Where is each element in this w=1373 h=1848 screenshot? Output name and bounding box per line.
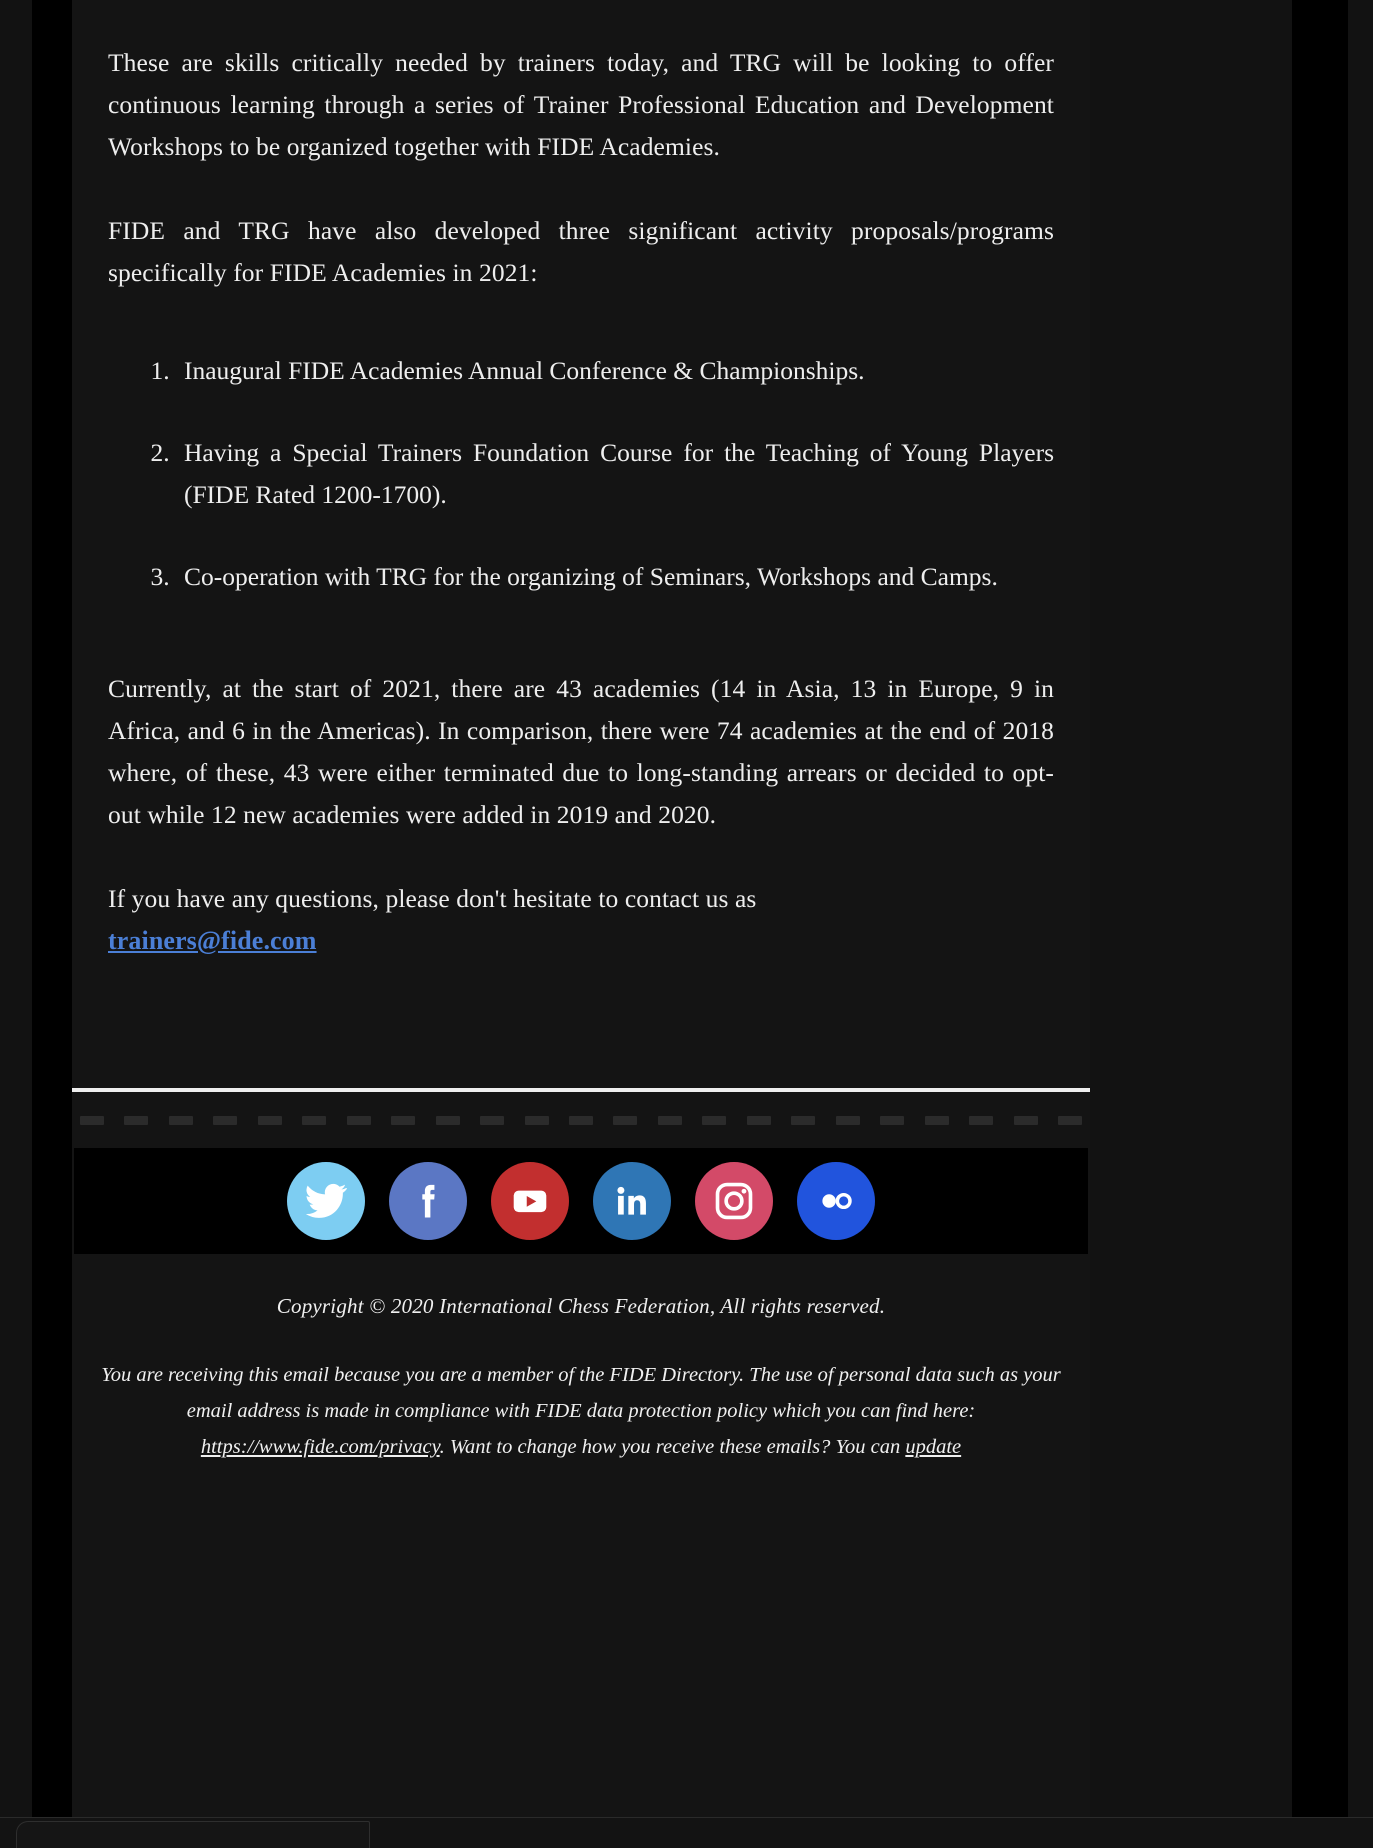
list-bottom-gap (108, 598, 1054, 668)
footer-dash (347, 1116, 371, 1125)
footer-dash (169, 1116, 193, 1125)
contact-email-link[interactable]: trainers@fide.com (108, 926, 317, 955)
email-content-area (72, 0, 1090, 1818)
footer-dash (391, 1116, 415, 1125)
privacy-policy-link[interactable]: https://www.fide.com/privacy (200, 1436, 440, 1458)
paragraph-contact (108, 878, 1054, 920)
update-preferences-link[interactable]: update (905, 1436, 962, 1458)
footer-dash (925, 1116, 949, 1125)
disclaimer-text (72, 1319, 1090, 1465)
footer-dash (613, 1116, 637, 1125)
footer-dash (1058, 1116, 1082, 1125)
pre-footer-spacer (108, 962, 1054, 1088)
flickr-icon[interactable] (797, 1162, 875, 1240)
contact-text: If you have any questions, please don't hesitate to contact us as (108, 884, 757, 913)
footer-dash (525, 1116, 549, 1125)
activity-proposals-list (108, 350, 1054, 598)
window-edge-left (0, 0, 32, 1818)
window-edge-right (1348, 0, 1373, 1818)
paragraph-gap-2 (108, 836, 1054, 878)
twitter-icon[interactable] (287, 1162, 365, 1240)
list-item: 2. Having a Special Trainers Foundation Course for the Teaching of Young Players (FIDE Rated 1200-1700). (176, 432, 1054, 516)
footer-dash (302, 1116, 326, 1125)
instagram-icon[interactable] (695, 1162, 773, 1240)
footer-dash (836, 1116, 860, 1125)
footer-dash (658, 1116, 682, 1125)
footer-dash (702, 1116, 726, 1125)
top-spacer (108, 0, 1054, 42)
disclaimer-part-2: . Want to change how you receive these emails? You can (439, 1436, 906, 1458)
footer-dash (747, 1116, 771, 1125)
footer-dash (124, 1116, 148, 1125)
linkedin-icon[interactable] (593, 1162, 671, 1240)
copyright-text: Copyright © 2020 International Chess Federation, All rights reserved. (276, 1294, 886, 1318)
footer-dash (1014, 1116, 1038, 1125)
browser-tab[interactable] (16, 1821, 370, 1848)
scroll-gutter-right (1292, 0, 1348, 1818)
social-links-bar (74, 1148, 1088, 1254)
footer-dash (80, 1116, 104, 1125)
footer-dash-row (72, 1092, 1090, 1148)
footer-dash (213, 1116, 237, 1125)
list-top-gap (108, 294, 1054, 350)
facebook-icon[interactable] (389, 1162, 467, 1240)
list-item: 3. Co-operation with TRG for the organizing of Seminars, Workshops and Camps. (176, 556, 1054, 598)
paragraph-skills: These are skills critically needed by trainers today, and TRG will be looking to offer continuous learning through a series of Trainer Professional Education and Development Workshops to be organized together with FIDE Academies. (108, 48, 1054, 161)
footer-dash (880, 1116, 904, 1125)
contact-email-line (108, 920, 1054, 962)
footer-dash (791, 1116, 815, 1125)
browser-bottom-bar (0, 1817, 1373, 1848)
disclaimer-part-1: You are receiving this email because you are a member of the FIDE Directory. The use of personal data such as your email address is made in compliance with FIDE data protection policy which you can find here: (101, 1364, 1061, 1422)
paragraph-proposals-intro: FIDE and TRG have also developed three significant activity proposals/programs specifically for FIDE Academies in 2021: (108, 216, 1054, 287)
footer-dash (969, 1116, 993, 1125)
footer-dash (569, 1116, 593, 1125)
footer-dash (480, 1116, 504, 1125)
email-gutter-right (1090, 0, 1292, 1818)
paragraph-academy-statistics: Currently, at the start of 2021, there are 43 academies (14 in Asia, 13 in Europe, 9 in Africa, and 6 in the Americas). In comparison, there were 74 academies at the end of 2018 where, of these, 43 were either terminated due to long-standing arrears or decided to opt-out while 12 new academies were added in 2019 and 2020. (108, 674, 1054, 829)
footer-dash (258, 1116, 282, 1125)
email-footer (72, 1088, 1090, 1465)
footer-dash (436, 1116, 460, 1125)
email-article (72, 0, 1090, 1088)
list-item: 1. Inaugural FIDE Academies Annual Conference & Championships. (176, 350, 1054, 392)
youtube-icon[interactable] (491, 1162, 569, 1240)
paragraph-gap-1 (108, 168, 1054, 210)
